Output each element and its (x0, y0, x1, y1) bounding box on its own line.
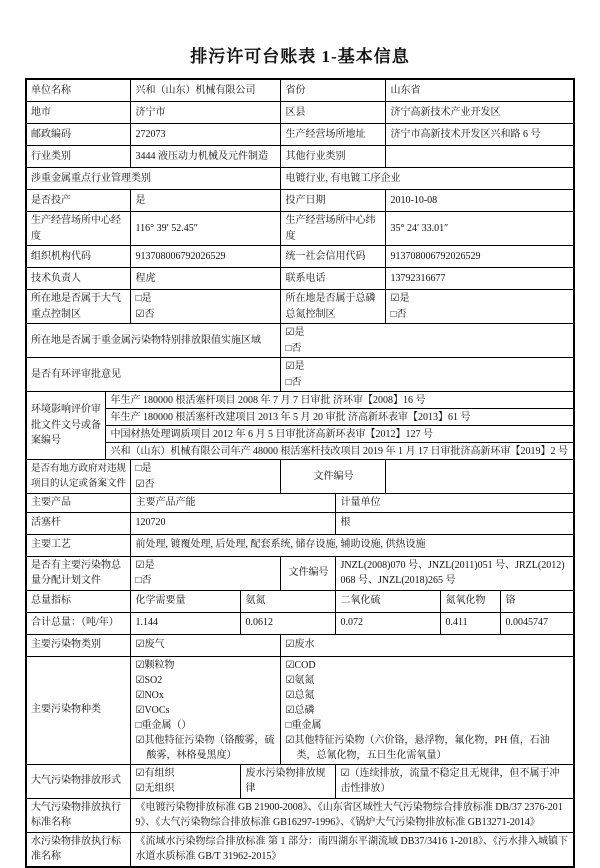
checkbox-violation-no: ☑否 (135, 478, 155, 490)
table-row (26, 290, 574, 324)
water-pollutant-list (281, 656, 574, 764)
total-index-label: 总量指标 (26, 590, 131, 612)
total-index-header: 氮氧化物 (441, 590, 501, 612)
checkbox-water-pollutant: ☑总磷 (285, 704, 315, 716)
page-title: 排污许可台账表 1-基本信息 (190, 47, 410, 66)
total-index-header: 氨氮 (241, 590, 336, 612)
checkbox-category-water: ☑废水 (281, 634, 574, 656)
air-emission-form-label: 大气污染物排放形式 (26, 764, 131, 798)
checkbox-allocation-no: □否 (135, 575, 152, 586)
capacity-label: 主要产品产能 (131, 494, 336, 513)
checkbox-air-pollutant: ☑颗粒物 (135, 659, 175, 671)
eia-opinion-checkboxes (281, 358, 574, 392)
checkbox-violation-yes: □是 (135, 463, 152, 474)
allocation-label: 是否有主要污染物总量分配计划文件 (26, 556, 131, 590)
table-row (26, 798, 574, 832)
water-standard-value: 《流域水污染物综合排放标准 第 1 部分：南四湖东平湖流域 DB37/3416 1-2018》、《污水排入城镇下水道水质标准 GB/T 31962-2015》 (131, 832, 574, 867)
other-industry-label: 其他行业类别 (281, 146, 386, 168)
table-row (26, 102, 574, 124)
pollutant-category-label: 主要污染物类别 (26, 634, 131, 656)
table-row (26, 212, 574, 246)
production-date-value: 2010-10-08 (386, 190, 574, 212)
table-row (26, 190, 574, 212)
violation-checkboxes (131, 460, 281, 494)
main-process-value: 前处理, 镀覆处理, 后处理, 配套系统, 储存设施, 辅助设施, 供热设施 (131, 534, 574, 556)
checkbox-air-pollutant: ☑NOx (135, 689, 164, 701)
org-code-label: 组织机构代码 (26, 246, 131, 268)
main-product-value: 活塞杆 (26, 512, 131, 534)
table-row (26, 612, 574, 634)
air-pollutant-list (131, 656, 281, 764)
checkbox-air-zone-yes: □是 (135, 293, 152, 304)
violation-docs-label: 是否有地方政府对违规项目的认定或备案文件 (26, 460, 131, 494)
checkbox-hm-zone-no: □否 (285, 342, 302, 354)
total-amount-value: 0.0612 (241, 612, 336, 634)
phone-value: 13792316677 (386, 268, 574, 290)
eia-docs-label: 环境影响评价审批文件文号或备案编号 (26, 392, 106, 460)
table-row (26, 460, 574, 494)
table-row (26, 392, 574, 409)
eia-doc-item: 年生产 180000 根活塞杆项目 2008 年 7 月 7 日审批 济环审【2008】16 号 (106, 392, 574, 409)
city-value: 济宁市 (131, 102, 281, 124)
hm-zone-checkboxes (281, 324, 574, 358)
tech-lead-value: 程虎 (131, 268, 281, 290)
checkbox-category-air: ☑废气 (131, 634, 281, 656)
production-date-label: 投产日期 (281, 190, 386, 212)
table-row (26, 358, 574, 392)
pollutant-types-label: 主要污染物种类 (26, 656, 131, 764)
credit-code-label: 统一社会信用代码 (281, 246, 386, 268)
total-amount-value: 0.411 (441, 612, 501, 634)
hm-zone-label: 所在地是否属于重金属污染物特别排放限值实施区域 (26, 324, 281, 358)
table-row (26, 832, 574, 867)
heavy-metal-category-label: 涉重金属重点行业管理类别 (26, 168, 281, 190)
allocation-doc-number-value: JNZL(2008)070 号、JNZL(2011)051 号、JRZL(2012)068 号、JNZL(2018)265 号 (336, 556, 574, 590)
np-zone-label: 所在地是否属于总磷总氮控制区 (281, 290, 386, 324)
checkbox-np-zone-no: □否 (390, 308, 407, 320)
unit-name-value: 兴和（山东）机械有限公司 (131, 79, 281, 102)
tech-lead-label: 技术负责人 (26, 268, 131, 290)
checkbox-water-pollutant: ☑氨氮 (285, 674, 315, 686)
address-label: 生产经营场所地址 (281, 124, 386, 146)
checkbox-np-zone-yes: ☑是 (390, 293, 410, 304)
postcode-label: 邮政编码 (26, 124, 131, 146)
province-label: 省份 (281, 79, 386, 102)
total-amount-value: 0.0045747 (501, 612, 574, 634)
water-emission-rule-label: 废水污染物排放规律 (241, 764, 336, 798)
total-amount-label: 合计总量：（吨/年） (26, 612, 131, 634)
table-row (26, 409, 574, 426)
table-row (26, 79, 574, 102)
checkbox-air-pollutant: ☑其他特征污染物（铬酸雾，硫酸雾，林格曼黑度） (135, 734, 275, 761)
table-row (26, 512, 574, 534)
table-row (26, 534, 574, 556)
heavy-metal-category-value: 电镀行业, 有电镀工序企业 (281, 168, 574, 190)
unit-label: 计量单位 (336, 494, 574, 513)
checkbox-organized: ☑有组织 (135, 767, 175, 779)
unit-value: 根 (336, 512, 574, 534)
city-label: 地市 (26, 102, 131, 124)
eia-doc-item: 兴和（山东）机械有限公司年产 48000 根活塞杆技改项目 2019 年 1 月 17 日审批济高新环审【2019】2 号 (106, 443, 574, 460)
in-production-label: 是否投产 (26, 190, 131, 212)
table-row (26, 494, 574, 513)
checkbox-eia-yes: ☑是 (285, 361, 305, 372)
checkbox-water-pollutant: ☑其他特征污染物（六价铬，悬浮物，氟化物，PH 值，石油类，总氰化物，五日生化需氧量） (285, 734, 550, 761)
org-code-value: 913708006792026529 (131, 246, 281, 268)
county-label: 区县 (281, 102, 386, 124)
air-emission-form-checkboxes (131, 764, 241, 798)
checkbox-water-emission-rule: ☑（连续排放，流量不稳定且无规律，但不属于冲击性排放） (336, 764, 574, 798)
table-row (26, 146, 574, 168)
total-index-header: 铬 (501, 590, 574, 612)
air-zone-checkboxes (131, 290, 281, 324)
checkbox-water-pollutant: ☑总氮 (285, 689, 315, 701)
violation-doc-number-value (386, 460, 574, 494)
province-value: 山东省 (386, 79, 574, 102)
credit-code-value: 913708006792026529 (386, 246, 574, 268)
checkbox-hm-zone-yes: ☑是 (285, 327, 305, 338)
in-production-value: 是 (131, 190, 281, 212)
total-index-header: 二氧化硫 (336, 590, 441, 612)
eia-doc-item: 年生产 180000 根活塞杆改建项目 2013 年 5 月 20 审批 济高新环表审【2013】61 号 (106, 409, 574, 426)
table-row (26, 556, 574, 590)
table-row (26, 246, 574, 268)
allocation-doc-number-label: 文件编号 (281, 556, 336, 590)
np-zone-checkboxes (386, 290, 574, 324)
table-row (26, 443, 574, 460)
checkbox-air-pollutant: ☑SO2 (135, 674, 163, 686)
air-zone-label: 所在地是否属于大气重点控制区 (26, 290, 131, 324)
latitude-value: 35° 24′ 33.01″ (386, 212, 574, 246)
table-row (26, 324, 574, 358)
postcode-value: 272073 (131, 124, 281, 146)
table-row (26, 590, 574, 612)
allocation-checkboxes (131, 556, 281, 590)
table-row (26, 268, 574, 290)
air-standard-value: 《电镀污染物排放标准 GB 21900-2008》、《山东省区域性大气污染物综合排放标准 DB/37 2376-2019》、《大气污染物综合排放标准 GB16297-1996》、《锅炉大气污染物排放标准 GB13271-2014》 (131, 798, 574, 832)
violation-doc-number-label: 文件编号 (281, 460, 386, 494)
longitude-label: 生产经营场所中心经度 (26, 212, 131, 246)
checkbox-water-pollutant: □重金属 (285, 719, 322, 731)
county-value: 济宁高新技术产业开发区 (386, 102, 574, 124)
total-index-header: 化学需要量 (131, 590, 241, 612)
water-standard-label: 水污染物排放执行标准名称 (26, 832, 131, 867)
eia-opinion-label: 是否有环评审批意见 (26, 358, 281, 392)
industry-value: 3444 液压动力机械及元件制造 (131, 146, 281, 168)
main-product-label: 主要产品 (26, 494, 131, 513)
other-industry-value (386, 146, 574, 168)
table-row (26, 764, 574, 798)
basic-info-table (25, 78, 575, 868)
total-amount-value: 1.144 (131, 612, 241, 634)
capacity-value: 120720 (131, 512, 336, 534)
phone-label: 联系电话 (281, 268, 386, 290)
table-row (26, 656, 574, 764)
air-standard-label: 大气污染物排放执行标准名称 (26, 798, 131, 832)
longitude-value: 116° 39′ 52.45″ (131, 212, 281, 246)
table-row (26, 124, 574, 146)
checkbox-water-pollutant: ☑COD (285, 659, 316, 671)
industry-label: 行业类别 (26, 146, 131, 168)
eia-doc-item: 中国材热处理调质项目 2012 年 6 月 5 日审批济高新环表审【2012】127 号 (106, 426, 574, 443)
checkbox-unorganized: ☑无组织 (135, 783, 175, 794)
checkbox-eia-no: □否 (285, 376, 302, 388)
main-process-label: 主要工艺 (26, 534, 131, 556)
checkbox-air-pollutant: ☑VOCs (135, 704, 170, 716)
table-row (26, 426, 574, 443)
table-row (26, 634, 574, 656)
total-amount-value: 0.072 (336, 612, 441, 634)
table-row (26, 168, 574, 190)
latitude-label: 生产经营场所中心纬度 (281, 212, 386, 246)
checkbox-allocation-yes: ☑是 (135, 559, 155, 571)
checkbox-air-zone-no: ☑否 (135, 308, 155, 320)
unit-name-label: 单位名称 (26, 79, 131, 102)
address-value: 济宁市高新技术开发区兴和路 6 号 (386, 124, 574, 146)
checkbox-air-pollutant: □重金属（） (135, 719, 192, 731)
